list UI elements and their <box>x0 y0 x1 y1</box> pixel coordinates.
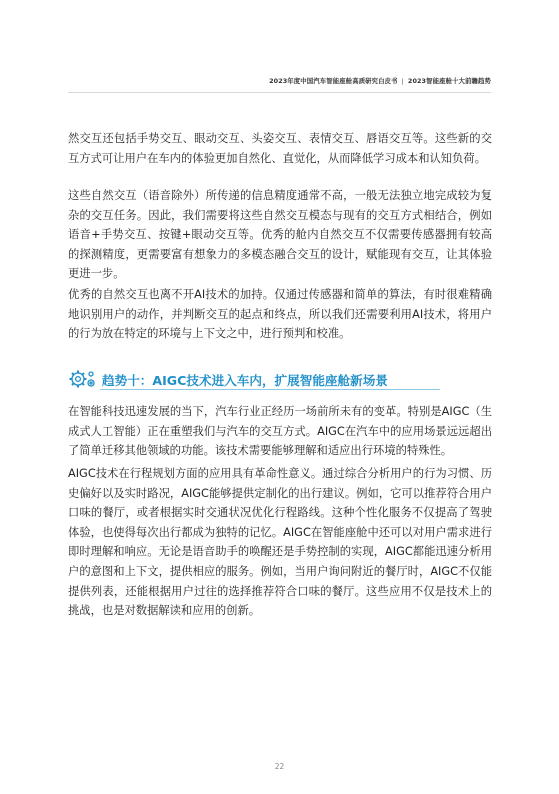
header-report-title: 2023年度中国汽车智能座舱高质研究白皮书 <box>269 77 398 85</box>
paragraph-4: 在智能科技迅速发展的当下，汽车行业正经历一场前所未有的变革。特别是AIGC（生成式人工智能）正在重塑我们与汽车的交互方式。AIGC在汽车中的应用场景远远超出了简单迁移其他领域的功能。该技术需要能够理解和适应出行环境的特殊性。 <box>68 405 492 458</box>
page-number: 22 <box>274 762 285 771</box>
running-header <box>269 76 491 85</box>
section-heading <box>66 367 416 391</box>
paragraph-2: 这些自然交互（语音除外）所传递的信息精度通常不高，一般无法独立地完成较为复杂的交互任务。因此，我们需要将这些自然交互模态与现有的交互方式相结合，例如语音+手势交互、按键+眼动交互等。优秀的舱内自然交互不仅需要传感器拥有较高的探测精度，更需要富有想象力的多模态融合交互的设计，赋能现有交互，让其体验更进一步。 <box>68 189 492 281</box>
section-title: 趋势十：AIGC技术进入车内，扩展智能座舱新场景 <box>102 373 388 388</box>
paragraph-5: AIGC技术在行程规划方面的应用具有革命性意义。通过综合分析用户的行为习惯、历史偏好以及实时路况，AIGC能够提供定制化的出行建议。例如，它可以推荐符合用户口味的餐厅，或者根据实时交通状况优化行程路线。这种个性化服务不仅提高了驾驶体验，也使得每次出行都成为独特的记忆。AIGC在智能座舱中还可以对用户需求进行即时理解和响应。无论是语音助手的唤醒还是手势控制的实现，AIGC都能迅速分析用户的意图和上下文，提供相应的服务。例如，当用户询问附近的餐厅时，AIGC不仅能提供列表，还能根据用户过往的选择推荐符合口味的餐厅。这些应用不仅是技术上的挑战，也是对数据解读和应用的创新。 <box>68 467 492 618</box>
header-separator: | <box>401 77 404 85</box>
section-title-underline <box>100 389 440 390</box>
gear-icon <box>66 368 100 390</box>
header-rule <box>68 92 491 93</box>
paragraph-1: 然交互还包括手势交互、眼动交互、头姿交互、表情交互、唇语交互等。这些新的交互方式可让用户在车内的体验更加自然化、直觉化，从而降低学习成本和认知负荷。 <box>68 132 492 165</box>
header-chapter-title: 2023智能座舱十大前瞻趋势 <box>407 77 491 85</box>
paragraph-3: 优秀的自然交互也离不开AI技术的加持。仅通过传感器和简单的算法，有时很难精确地识别用户的动作，并判断交互的起点和终点，所以我们还需要利用AI技术，将用户的行为放在特定的环境与上下文之中，进行预判和校准。 <box>68 288 492 341</box>
